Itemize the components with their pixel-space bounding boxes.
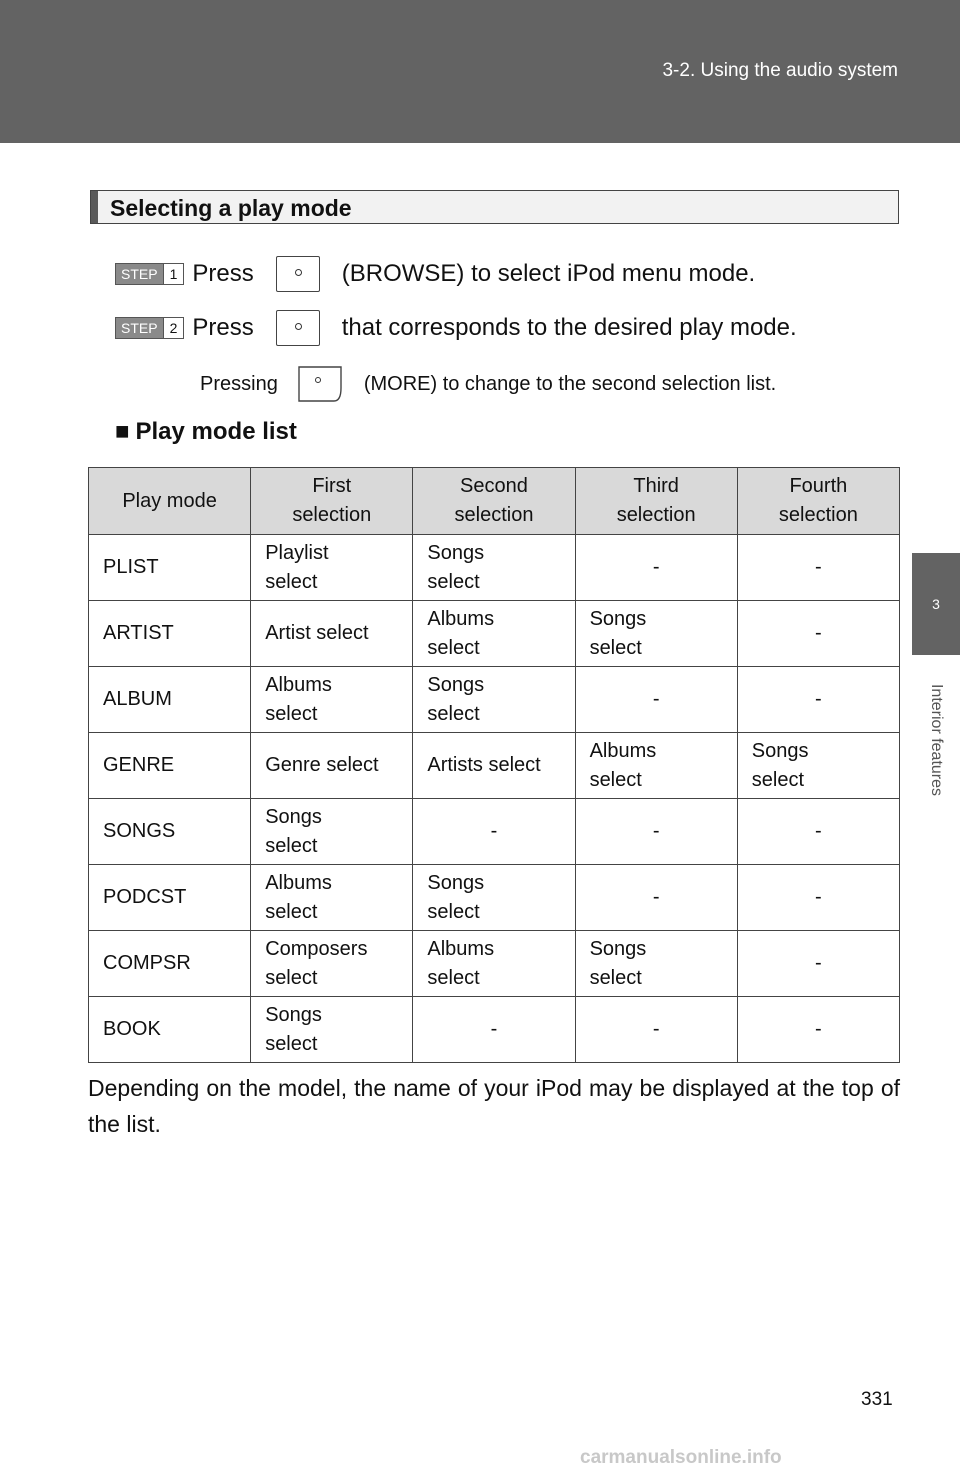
cell-text: Albums [265, 871, 332, 894]
cell-text: COMPSR [103, 952, 191, 974]
table-cell [251, 997, 413, 1063]
table-cell [89, 667, 251, 733]
footer-note: Depending on the model, the name of your iPod may be displayed at the top of the list. [88, 1075, 900, 1137]
table-cell [413, 601, 575, 667]
table-cell [89, 799, 251, 865]
browse-key-icon [276, 256, 320, 292]
step-word: STEP [116, 318, 163, 338]
table-cell [413, 865, 575, 931]
cell-text: Play mode [122, 489, 217, 512]
cell-text: - [815, 820, 822, 842]
table-cell [575, 799, 737, 865]
bullet-square-icon: ■ [115, 418, 130, 445]
cell-text: Third [633, 475, 679, 497]
step-text-before: Press [192, 260, 254, 287]
cell-text: - [815, 1018, 822, 1040]
cell-text: select [427, 966, 480, 989]
table-body [89, 535, 900, 1063]
header-section-title: 3-2. Using the audio system [662, 60, 898, 81]
cell-text: - [652, 820, 660, 842]
cell-text: - [815, 622, 822, 644]
table-row [89, 997, 900, 1063]
cell-text: - [652, 886, 660, 908]
cell-text: Playlist [265, 541, 329, 564]
cell-text: GENRE [103, 754, 175, 776]
cell-text: BOOK [103, 1018, 161, 1040]
column-header [413, 468, 575, 535]
page-header [0, 0, 960, 143]
table-cell [89, 865, 251, 931]
column-header [251, 468, 413, 535]
column-header [737, 468, 899, 535]
cell-text: - [652, 556, 660, 578]
cell-text: Songs [751, 739, 809, 762]
cell-text: Artist select [265, 622, 369, 644]
cell-text: Songs [265, 1003, 322, 1026]
cell-text: selection [616, 504, 696, 526]
cell-text: Genre select [265, 754, 379, 776]
cell-text: Composers [265, 937, 368, 960]
step-2 [115, 310, 797, 346]
table-cell [737, 997, 899, 1063]
cell-text: - [815, 952, 822, 974]
table-cell [737, 931, 899, 997]
cell-text: Songs [427, 871, 485, 894]
cell-text: - [652, 688, 660, 710]
cell-text: PODCST [103, 886, 187, 908]
chapter-tab [912, 553, 960, 655]
cell-text: Albums [589, 739, 657, 762]
watermark: carmanualsonline.info [580, 1447, 782, 1468]
table-cell [737, 667, 899, 733]
cell-text: select [589, 966, 642, 989]
table-cell [575, 601, 737, 667]
cell-text: Fourth [789, 475, 848, 497]
step-badge [115, 317, 184, 339]
cell-text: select [265, 834, 318, 857]
cell-text: select [265, 966, 318, 989]
table-cell [737, 865, 899, 931]
table-header-row [89, 468, 900, 535]
table-cell [575, 997, 737, 1063]
cell-text: - [815, 688, 822, 710]
table-cell [251, 799, 413, 865]
page-number: 331 [861, 1389, 893, 1410]
table-cell [413, 733, 575, 799]
table-cell [737, 535, 899, 601]
table-cell [251, 733, 413, 799]
table-cell [413, 667, 575, 733]
cell-text: Songs [427, 673, 485, 696]
table-row [89, 799, 900, 865]
table-row [89, 535, 900, 601]
cell-text: Songs [265, 805, 322, 828]
cell-text: select [427, 900, 480, 923]
step-text-before: Press [192, 314, 254, 341]
step-number: 2 [163, 318, 184, 338]
cell-text: select [265, 1032, 318, 1055]
table-cell [251, 667, 413, 733]
table-row [89, 865, 900, 931]
table-cell [737, 733, 899, 799]
cell-text: select [589, 768, 642, 791]
cell-text: Albums [427, 607, 495, 630]
cell-text: selection [778, 504, 858, 526]
column-header [575, 468, 737, 535]
cell-text: Artists select [427, 754, 541, 776]
table-cell [251, 865, 413, 931]
subsection-heading [115, 418, 297, 446]
cell-text: SONGS [103, 820, 176, 842]
step-text-after: (BROWSE) to select iPod menu mode. [341, 260, 756, 287]
cell-text: select [751, 768, 804, 791]
cell-text: select [265, 702, 318, 725]
table-cell [413, 931, 575, 997]
cell-text: Albums [265, 673, 332, 696]
table-cell [575, 931, 737, 997]
table-cell [89, 733, 251, 799]
cell-text: select [265, 900, 318, 923]
cell-text: - [815, 886, 822, 908]
table-cell [251, 931, 413, 997]
table-cell [737, 799, 899, 865]
more-key-icon [298, 366, 342, 402]
table-cell [575, 535, 737, 601]
table-cell [413, 997, 575, 1063]
table-cell [413, 799, 575, 865]
section-heading-bar [90, 190, 899, 224]
table-row [89, 733, 900, 799]
section-accent [91, 191, 98, 223]
cell-text: First [312, 475, 352, 497]
cell-text: select [427, 636, 480, 659]
chapter-number: 3 [932, 596, 940, 612]
cell-text: select [589, 636, 642, 659]
cell-text: Songs [427, 541, 485, 564]
cell-text: - [490, 820, 498, 842]
play-mode-table [88, 467, 900, 1063]
table-cell [251, 535, 413, 601]
column-header [89, 468, 251, 535]
cell-text: - [490, 1018, 498, 1040]
cell-text: Songs [589, 607, 647, 630]
step-badge [115, 263, 184, 285]
cell-text: ALBUM [103, 688, 172, 710]
table-cell [737, 601, 899, 667]
cell-text: Songs [589, 937, 647, 960]
step-word: STEP [116, 264, 163, 284]
preset-key-icon [276, 310, 320, 346]
table-cell [413, 535, 575, 601]
table-cell [89, 931, 251, 997]
table-cell [251, 601, 413, 667]
cell-text: selection [292, 504, 372, 526]
cell-text: Second [460, 475, 528, 497]
subsection-title: Play mode list [135, 418, 297, 445]
section-title: Selecting a play mode [110, 195, 352, 221]
cell-text: Albums [427, 937, 495, 960]
cell-text: select [427, 702, 480, 725]
step-1 [115, 256, 755, 292]
table-cell [575, 667, 737, 733]
cell-text: ARTIST [103, 622, 174, 644]
cell-text: select [427, 570, 480, 593]
cell-text: - [652, 1018, 660, 1040]
table-cell [89, 997, 251, 1063]
table-row [89, 601, 900, 667]
step-text-after: that corresponds to the desired play mode. [341, 314, 797, 341]
table-cell [89, 535, 251, 601]
cell-text: - [815, 556, 822, 578]
note-text-before: Pressing [200, 372, 278, 395]
cell-text: select [265, 570, 318, 593]
chapter-label: Interior features [928, 683, 945, 797]
note-line [200, 366, 776, 402]
table-cell [575, 865, 737, 931]
note-text-after: (MORE) to change to the second selection list. [363, 372, 777, 395]
table-row [89, 667, 900, 733]
table-cell [89, 601, 251, 667]
cell-text: PLIST [103, 556, 159, 578]
step-number: 1 [163, 264, 184, 284]
cell-text: selection [454, 504, 534, 526]
table-cell [575, 733, 737, 799]
table-row [89, 931, 900, 997]
